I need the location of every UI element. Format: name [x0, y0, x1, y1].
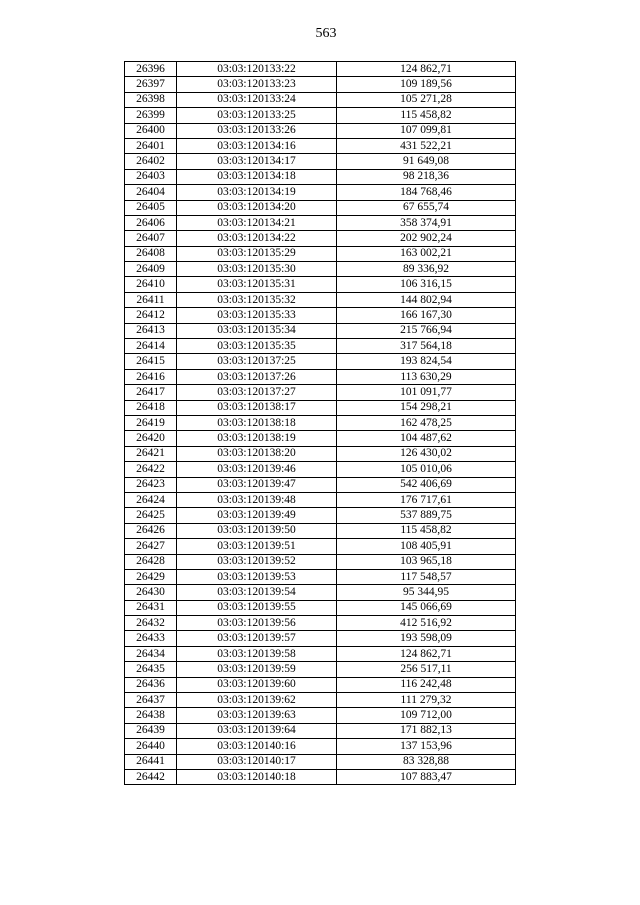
table-row [125, 754, 516, 769]
cadastral-value-cell: 105 271,28 [337, 92, 516, 107]
row-number-cell: 26423 [125, 477, 177, 492]
table-row [125, 693, 516, 708]
cadastral-number-cell: 03:03:120139:55 [177, 600, 337, 615]
table-row [125, 523, 516, 538]
cadastral-number-cell: 03:03:120133:25 [177, 108, 337, 123]
cadastral-value-cell: 184 768,46 [337, 185, 516, 200]
cadastral-number-cell: 03:03:120134:21 [177, 215, 337, 230]
cadastral-number-cell: 03:03:120140:17 [177, 754, 337, 769]
row-number-cell: 26432 [125, 616, 177, 631]
row-number-cell: 26435 [125, 662, 177, 677]
cadastral-value-cell: 126 430,02 [337, 446, 516, 461]
cadastral-number-cell: 03:03:120140:16 [177, 739, 337, 754]
cadastral-number-cell: 03:03:120139:62 [177, 693, 337, 708]
row-number-cell: 26405 [125, 200, 177, 215]
cadastral-number-cell: 03:03:120139:64 [177, 723, 337, 738]
page-number: 563 [315, 26, 337, 41]
table-row [125, 708, 516, 723]
row-number-cell: 26412 [125, 308, 177, 323]
cadastral-number-cell: 03:03:120137:27 [177, 385, 337, 400]
table-row [125, 185, 516, 200]
table-row [125, 508, 516, 523]
cadastral-value-cell: 109 712,00 [337, 708, 516, 723]
cadastral-value-cell: 215 766,94 [337, 323, 516, 338]
table-row [125, 154, 516, 169]
table-row [125, 385, 516, 400]
cadastral-value-cell: 106 316,15 [337, 277, 516, 292]
cadastral-value-cell: 105 010,06 [337, 462, 516, 477]
cadastral-value-cell: 101 091,77 [337, 385, 516, 400]
cadastral-value-cell: 412 516,92 [337, 616, 516, 631]
cadastral-value-cell: 111 279,32 [337, 693, 516, 708]
cadastral-number-cell: 03:03:120139:56 [177, 616, 337, 631]
cadastral-value-cell: 163 002,21 [337, 246, 516, 261]
cadastral-number-cell: 03:03:120139:59 [177, 662, 337, 677]
row-number-cell: 26402 [125, 154, 177, 169]
cadastral-value-cell: 95 344,95 [337, 585, 516, 600]
cadastral-value-table [124, 61, 516, 785]
table-row [125, 739, 516, 754]
row-number-cell: 26430 [125, 585, 177, 600]
cadastral-number-cell: 03:03:120135:30 [177, 262, 337, 277]
cadastral-number-cell: 03:03:120139:46 [177, 462, 337, 477]
row-number-cell: 26411 [125, 292, 177, 307]
cadastral-number-cell: 03:03:120137:26 [177, 369, 337, 384]
table-row [125, 277, 516, 292]
row-number-cell: 26396 [125, 62, 177, 77]
row-number-cell: 26441 [125, 754, 177, 769]
cadastral-number-cell: 03:03:120135:35 [177, 339, 337, 354]
cadastral-value-cell: 542 406,69 [337, 477, 516, 492]
table-row [125, 77, 516, 92]
table-row [125, 477, 516, 492]
cadastral-value-cell: 83 328,88 [337, 754, 516, 769]
table-row [125, 462, 516, 477]
row-number-cell: 26422 [125, 462, 177, 477]
cadastral-number-cell: 03:03:120139:51 [177, 539, 337, 554]
row-number-cell: 26398 [125, 92, 177, 107]
cadastral-value-cell: 115 458,82 [337, 108, 516, 123]
table-row [125, 339, 516, 354]
table-row [125, 600, 516, 615]
table-row [125, 616, 516, 631]
cadastral-number-cell: 03:03:120139:57 [177, 631, 337, 646]
table-row [125, 92, 516, 107]
cadastral-value-cell: 67 655,74 [337, 200, 516, 215]
table-row [125, 292, 516, 307]
table-row [125, 200, 516, 215]
row-number-cell: 26421 [125, 446, 177, 461]
row-number-cell: 26397 [125, 77, 177, 92]
cadastral-value-cell: 154 298,21 [337, 400, 516, 415]
cadastral-value-cell: 256 517,11 [337, 662, 516, 677]
table-row [125, 539, 516, 554]
table-row [125, 400, 516, 415]
row-number-cell: 26431 [125, 600, 177, 615]
cadastral-number-cell: 03:03:120139:48 [177, 492, 337, 507]
table-row [125, 492, 516, 507]
row-number-cell: 26399 [125, 108, 177, 123]
row-number-cell: 26438 [125, 708, 177, 723]
cadastral-number-cell: 03:03:120133:26 [177, 123, 337, 138]
table-row [125, 554, 516, 569]
cadastral-value-cell: 137 153,96 [337, 739, 516, 754]
table-row [125, 123, 516, 138]
cadastral-value-cell: 124 862,71 [337, 62, 516, 77]
row-number-cell: 26436 [125, 677, 177, 692]
cadastral-value-cell: 103 965,18 [337, 554, 516, 569]
row-number-cell: 26419 [125, 415, 177, 430]
table-row [125, 62, 516, 77]
cadastral-value-cell: 116 242,48 [337, 677, 516, 692]
cadastral-number-cell: 03:03:120137:25 [177, 354, 337, 369]
cadastral-number-cell: 03:03:120138:19 [177, 431, 337, 446]
row-number-cell: 26404 [125, 185, 177, 200]
cadastral-number-cell: 03:03:120138:20 [177, 446, 337, 461]
cadastral-number-cell: 03:03:120134:19 [177, 185, 337, 200]
cadastral-value-cell: 317 564,18 [337, 339, 516, 354]
cadastral-number-cell: 03:03:120138:17 [177, 400, 337, 415]
row-number-cell: 26400 [125, 123, 177, 138]
cadastral-value-cell: 431 522,21 [337, 138, 516, 153]
table-row [125, 631, 516, 646]
row-number-cell: 26417 [125, 385, 177, 400]
cadastral-number-cell: 03:03:120135:29 [177, 246, 337, 261]
cadastral-value-cell: 98 218,36 [337, 169, 516, 184]
table-row [125, 569, 516, 584]
cadastral-number-cell: 03:03:120139:60 [177, 677, 337, 692]
row-number-cell: 26427 [125, 539, 177, 554]
cadastral-number-cell: 03:03:120139:50 [177, 523, 337, 538]
row-number-cell: 26413 [125, 323, 177, 338]
row-number-cell: 26407 [125, 231, 177, 246]
cadastral-value-cell: 89 336,92 [337, 262, 516, 277]
cadastral-value-cell: 107 883,47 [337, 769, 516, 784]
row-number-cell: 26424 [125, 492, 177, 507]
row-number-cell: 26403 [125, 169, 177, 184]
cadastral-value-cell: 166 167,30 [337, 308, 516, 323]
cadastral-number-cell: 03:03:120133:24 [177, 92, 337, 107]
table-row [125, 585, 516, 600]
cadastral-number-cell: 03:03:120134:18 [177, 169, 337, 184]
cadastral-value-cell: 109 189,56 [337, 77, 516, 92]
table-row [125, 662, 516, 677]
table-row [125, 369, 516, 384]
cadastral-value-cell: 145 066,69 [337, 600, 516, 615]
row-number-cell: 26409 [125, 262, 177, 277]
cadastral-value-cell: 124 862,71 [337, 646, 516, 661]
table-row [125, 354, 516, 369]
cadastral-value-cell: 91 649,08 [337, 154, 516, 169]
cadastral-number-cell: 03:03:120135:34 [177, 323, 337, 338]
row-number-cell: 26418 [125, 400, 177, 415]
cadastral-value-cell: 115 458,82 [337, 523, 516, 538]
row-number-cell: 26401 [125, 138, 177, 153]
cadastral-value-cell: 107 099,81 [337, 123, 516, 138]
row-number-cell: 26440 [125, 739, 177, 754]
row-number-cell: 26410 [125, 277, 177, 292]
cadastral-value-cell: 113 630,29 [337, 369, 516, 384]
row-number-cell: 26442 [125, 769, 177, 784]
cadastral-number-cell: 03:03:120139:53 [177, 569, 337, 584]
table-row [125, 215, 516, 230]
cadastral-value-cell: 193 598,09 [337, 631, 516, 646]
row-number-cell: 26415 [125, 354, 177, 369]
cadastral-number-cell: 03:03:120139:63 [177, 708, 337, 723]
table-row [125, 138, 516, 153]
cadastral-value-cell: 144 802,94 [337, 292, 516, 307]
row-number-cell: 26420 [125, 431, 177, 446]
row-number-cell: 26433 [125, 631, 177, 646]
cadastral-value-cell: 104 487,62 [337, 431, 516, 446]
table-row [125, 308, 516, 323]
cadastral-number-cell: 03:03:120135:31 [177, 277, 337, 292]
cadastral-number-cell: 03:03:120135:32 [177, 292, 337, 307]
table-row [125, 769, 516, 784]
table-row [125, 169, 516, 184]
table-row [125, 677, 516, 692]
cadastral-value-cell: 162 478,25 [337, 415, 516, 430]
cadastral-value-cell: 171 882,13 [337, 723, 516, 738]
cadastral-value-cell: 176 717,61 [337, 492, 516, 507]
table-row [125, 246, 516, 261]
table-body [125, 62, 516, 785]
cadastral-number-cell: 03:03:120139:47 [177, 477, 337, 492]
cadastral-number-cell: 03:03:120139:54 [177, 585, 337, 600]
row-number-cell: 26437 [125, 693, 177, 708]
table-row [125, 646, 516, 661]
row-number-cell: 26434 [125, 646, 177, 661]
row-number-cell: 26414 [125, 339, 177, 354]
table-row [125, 431, 516, 446]
cadastral-number-cell: 03:03:120139:58 [177, 646, 337, 661]
table-row [125, 415, 516, 430]
cadastral-number-cell: 03:03:120135:33 [177, 308, 337, 323]
table-row [125, 262, 516, 277]
table-row [125, 323, 516, 338]
cadastral-number-cell: 03:03:120133:23 [177, 77, 337, 92]
cadastral-value-cell: 193 824,54 [337, 354, 516, 369]
row-number-cell: 26408 [125, 246, 177, 261]
cadastral-value-cell: 108 405,91 [337, 539, 516, 554]
row-number-cell: 26416 [125, 369, 177, 384]
table-row [125, 108, 516, 123]
cadastral-value-cell: 202 902,24 [337, 231, 516, 246]
cadastral-number-cell: 03:03:120138:18 [177, 415, 337, 430]
cadastral-number-cell: 03:03:120133:22 [177, 62, 337, 77]
row-number-cell: 26425 [125, 508, 177, 523]
row-number-cell: 26439 [125, 723, 177, 738]
cadastral-value-cell: 117 548,57 [337, 569, 516, 584]
cadastral-number-cell: 03:03:120134:20 [177, 200, 337, 215]
table-row [125, 723, 516, 738]
cadastral-number-cell: 03:03:120139:52 [177, 554, 337, 569]
cadastral-value-cell: 537 889,75 [337, 508, 516, 523]
cadastral-value-cell: 358 374,91 [337, 215, 516, 230]
table-row [125, 231, 516, 246]
cadastral-number-cell: 03:03:120139:49 [177, 508, 337, 523]
row-number-cell: 26426 [125, 523, 177, 538]
row-number-cell: 26428 [125, 554, 177, 569]
cadastral-number-cell: 03:03:120134:17 [177, 154, 337, 169]
table-row [125, 446, 516, 461]
row-number-cell: 26429 [125, 569, 177, 584]
cadastral-number-cell: 03:03:120134:16 [177, 138, 337, 153]
cadastral-number-cell: 03:03:120140:18 [177, 769, 337, 784]
cadastral-number-cell: 03:03:120134:22 [177, 231, 337, 246]
row-number-cell: 26406 [125, 215, 177, 230]
